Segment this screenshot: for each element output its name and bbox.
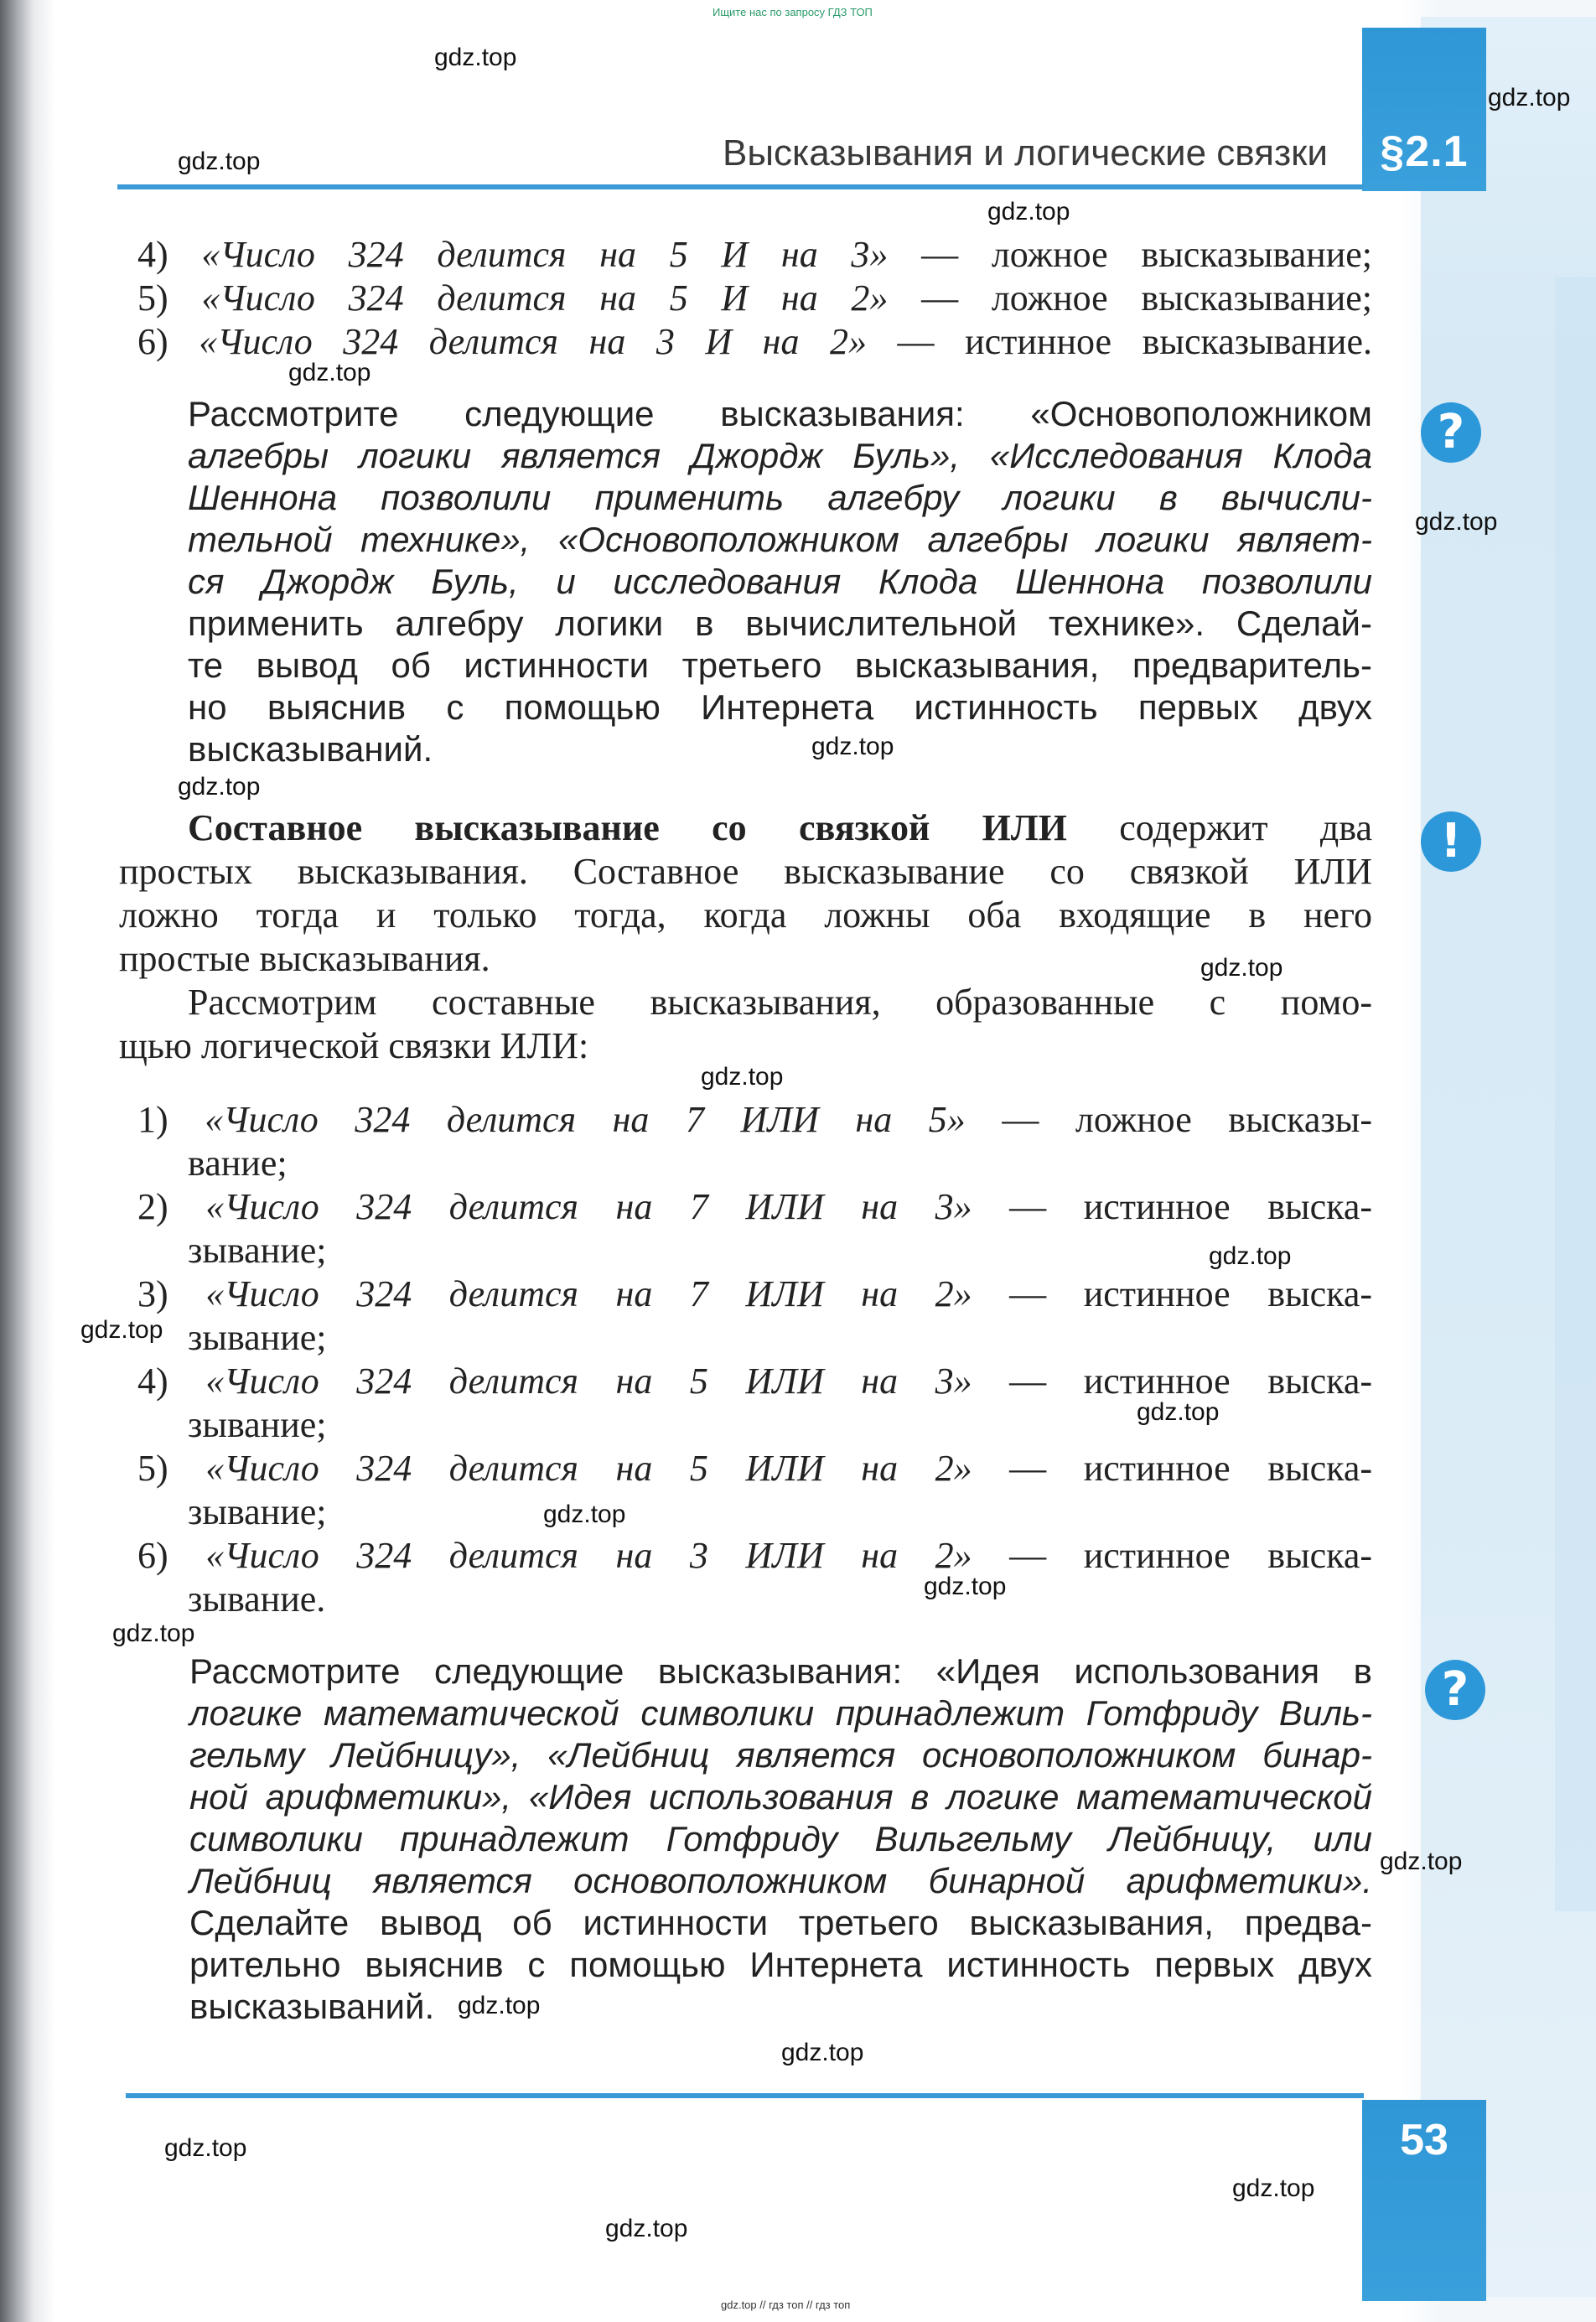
task1-line: высказываний.	[188, 729, 433, 769]
watermark: gdz.top	[1232, 2174, 1315, 2202]
task2-line: логике математической символики принадлежит Готфриду Виль-	[189, 1693, 1372, 1733]
task1-line: но выяснив с помощью Интернета истинность первых двух	[188, 687, 1372, 727]
watermark: gdz.top	[1488, 84, 1571, 111]
watermark: gdz.top	[811, 733, 894, 760]
watermark: gdz.top	[1380, 1848, 1463, 1875]
task1-line: алгебры логики является Джордж Буль», «Исследования Клода	[188, 436, 1372, 475]
next-page-strip	[1555, 277, 1596, 1911]
section-tab	[1362, 28, 1486, 191]
watermark: gdz.top	[164, 2134, 247, 2162]
watermark: gdz.top	[987, 198, 1070, 225]
section-number: §2.1	[1380, 127, 1469, 176]
watermark: gdz.top	[458, 1992, 541, 2019]
intro-line: щью логической связки ИЛИ:	[119, 1025, 589, 1066]
task2-line: высказываний.	[189, 1987, 435, 2026]
watermark: gdz.top	[434, 44, 517, 71]
watermark: gdz.top	[781, 2039, 864, 2066]
task1-line: тельной технике», «Основоположником алгебры логики являет-	[188, 520, 1372, 559]
list-item-cont: зывание;	[188, 1491, 327, 1532]
question-icon: ?	[1421, 402, 1481, 463]
page-number: 53	[1400, 2116, 1448, 2164]
watermark: gdz.top	[80, 1316, 163, 1344]
watermark: gdz.top	[1209, 1242, 1292, 1270]
watermark: gdz.top	[178, 773, 261, 801]
exclamation-icon: !	[1421, 811, 1481, 872]
watermark: gdz.top	[605, 2215, 688, 2242]
watermark: gdz.top	[1200, 954, 1283, 982]
rule-line: Составное высказывание со связкой ИЛИ содержит два	[188, 807, 1373, 848]
watermark: gdz.top	[924, 1573, 1007, 1600]
list-item: 2) «Число 324 делится на 7 ИЛИ на 3» — истинное выска-	[137, 1186, 1372, 1227]
rule-line: ложно тогда и только тогда, когда ложны оба входящие в него	[119, 894, 1372, 936]
watermark: gdz.top	[1415, 508, 1498, 536]
task1-line: ся Джордж Буль, и исследования Клода Шеннона позволили	[188, 562, 1372, 601]
list-item: 3) «Число 324 делится на 7 ИЛИ на 2» — истинное выска-	[137, 1273, 1372, 1314]
watermark: gdz.top	[112, 1620, 195, 1647]
task2-line: Лейбниц является основоположником бинарной арифметики».	[189, 1861, 1372, 1900]
watermark: gdz.top	[1137, 1398, 1220, 1426]
task2-line: Сделайте вывод об истинности третьего высказывания, предва-	[189, 1903, 1372, 1942]
bottom-note: gdz.top // гдз топ // гдз топ	[721, 2299, 851, 2311]
task1-line: те вывод об истинности третьего высказывания, предваритель-	[188, 645, 1372, 685]
list-item: 6) «Число 324 делится на 3 И на 2» — истинное высказывание.	[137, 321, 1373, 362]
list-item: 5) «Число 324 делится на 5 ИЛИ на 2» — истинное выска-	[137, 1448, 1372, 1489]
page-title: Высказывания и логические связки	[723, 132, 1328, 174]
task1-line: Рассмотрите следующие высказывания: «Основоположником	[188, 394, 1372, 433]
list-item: 5) «Число 324 делится на 5 И на 2» — ложное высказывание;	[137, 277, 1373, 319]
watermark: gdz.top	[701, 1063, 784, 1091]
rule-line: простых высказывания. Составное высказывание со связкой ИЛИ	[119, 851, 1372, 892]
task1-line: Шеннона позволили применить алгебру логики в вычисли-	[188, 478, 1372, 517]
footer-rule	[126, 2093, 1364, 2098]
question-icon: ?	[1425, 1660, 1485, 1720]
page-number-tab	[1362, 2100, 1486, 2301]
task2-line: символики принадлежит Готфриду Вильгельму Лейбницу, или	[189, 1819, 1372, 1858]
list-item-cont: зывание;	[188, 1404, 327, 1445]
list-item: 6) «Число 324 делится на 3 ИЛИ на 2» — истинное выска-	[137, 1535, 1372, 1576]
watermark: gdz.top	[288, 359, 371, 386]
task2-line: рительно выяснив с помощью Интернета истинность первых двух	[189, 1945, 1372, 1984]
list-item-cont: вание;	[188, 1143, 288, 1184]
list-item-cont: зывание;	[188, 1317, 327, 1358]
task1-line: применить алгебру логики в вычислительной технике». Сделай-	[188, 604, 1372, 643]
task2-line: гельму Лейбницу», «Лейбниц является основоположником бинар-	[189, 1735, 1372, 1775]
watermark: gdz.top	[543, 1500, 626, 1528]
list-item-cont: зывание;	[188, 1230, 327, 1271]
list-item: 4) «Число 324 делится на 5 ИЛИ на 3» — истинное выска-	[137, 1361, 1372, 1402]
rule-line: простые высказывания.	[119, 938, 490, 979]
top-note: Ищите нас по запросу ГДЗ ТОП	[712, 6, 873, 18]
task2-line: ной арифметики», «Идея использования в логике математической	[189, 1777, 1372, 1817]
task2-line: Рассмотрите следующие высказывания: «Идея использования в	[189, 1651, 1372, 1691]
header-rule	[117, 184, 1364, 189]
list-item: 4) «Число 324 делится на 5 И на 3» — ложное высказывание;	[137, 234, 1373, 275]
intro-line: Рассмотрим составные высказывания, образованные с помо-	[188, 982, 1372, 1023]
watermark: gdz.top	[178, 148, 261, 175]
list-item: 1) «Число 324 делится на 7 ИЛИ на 5» — ложное высказы-	[137, 1099, 1372, 1140]
list-item-cont: зывание.	[188, 1578, 326, 1620]
